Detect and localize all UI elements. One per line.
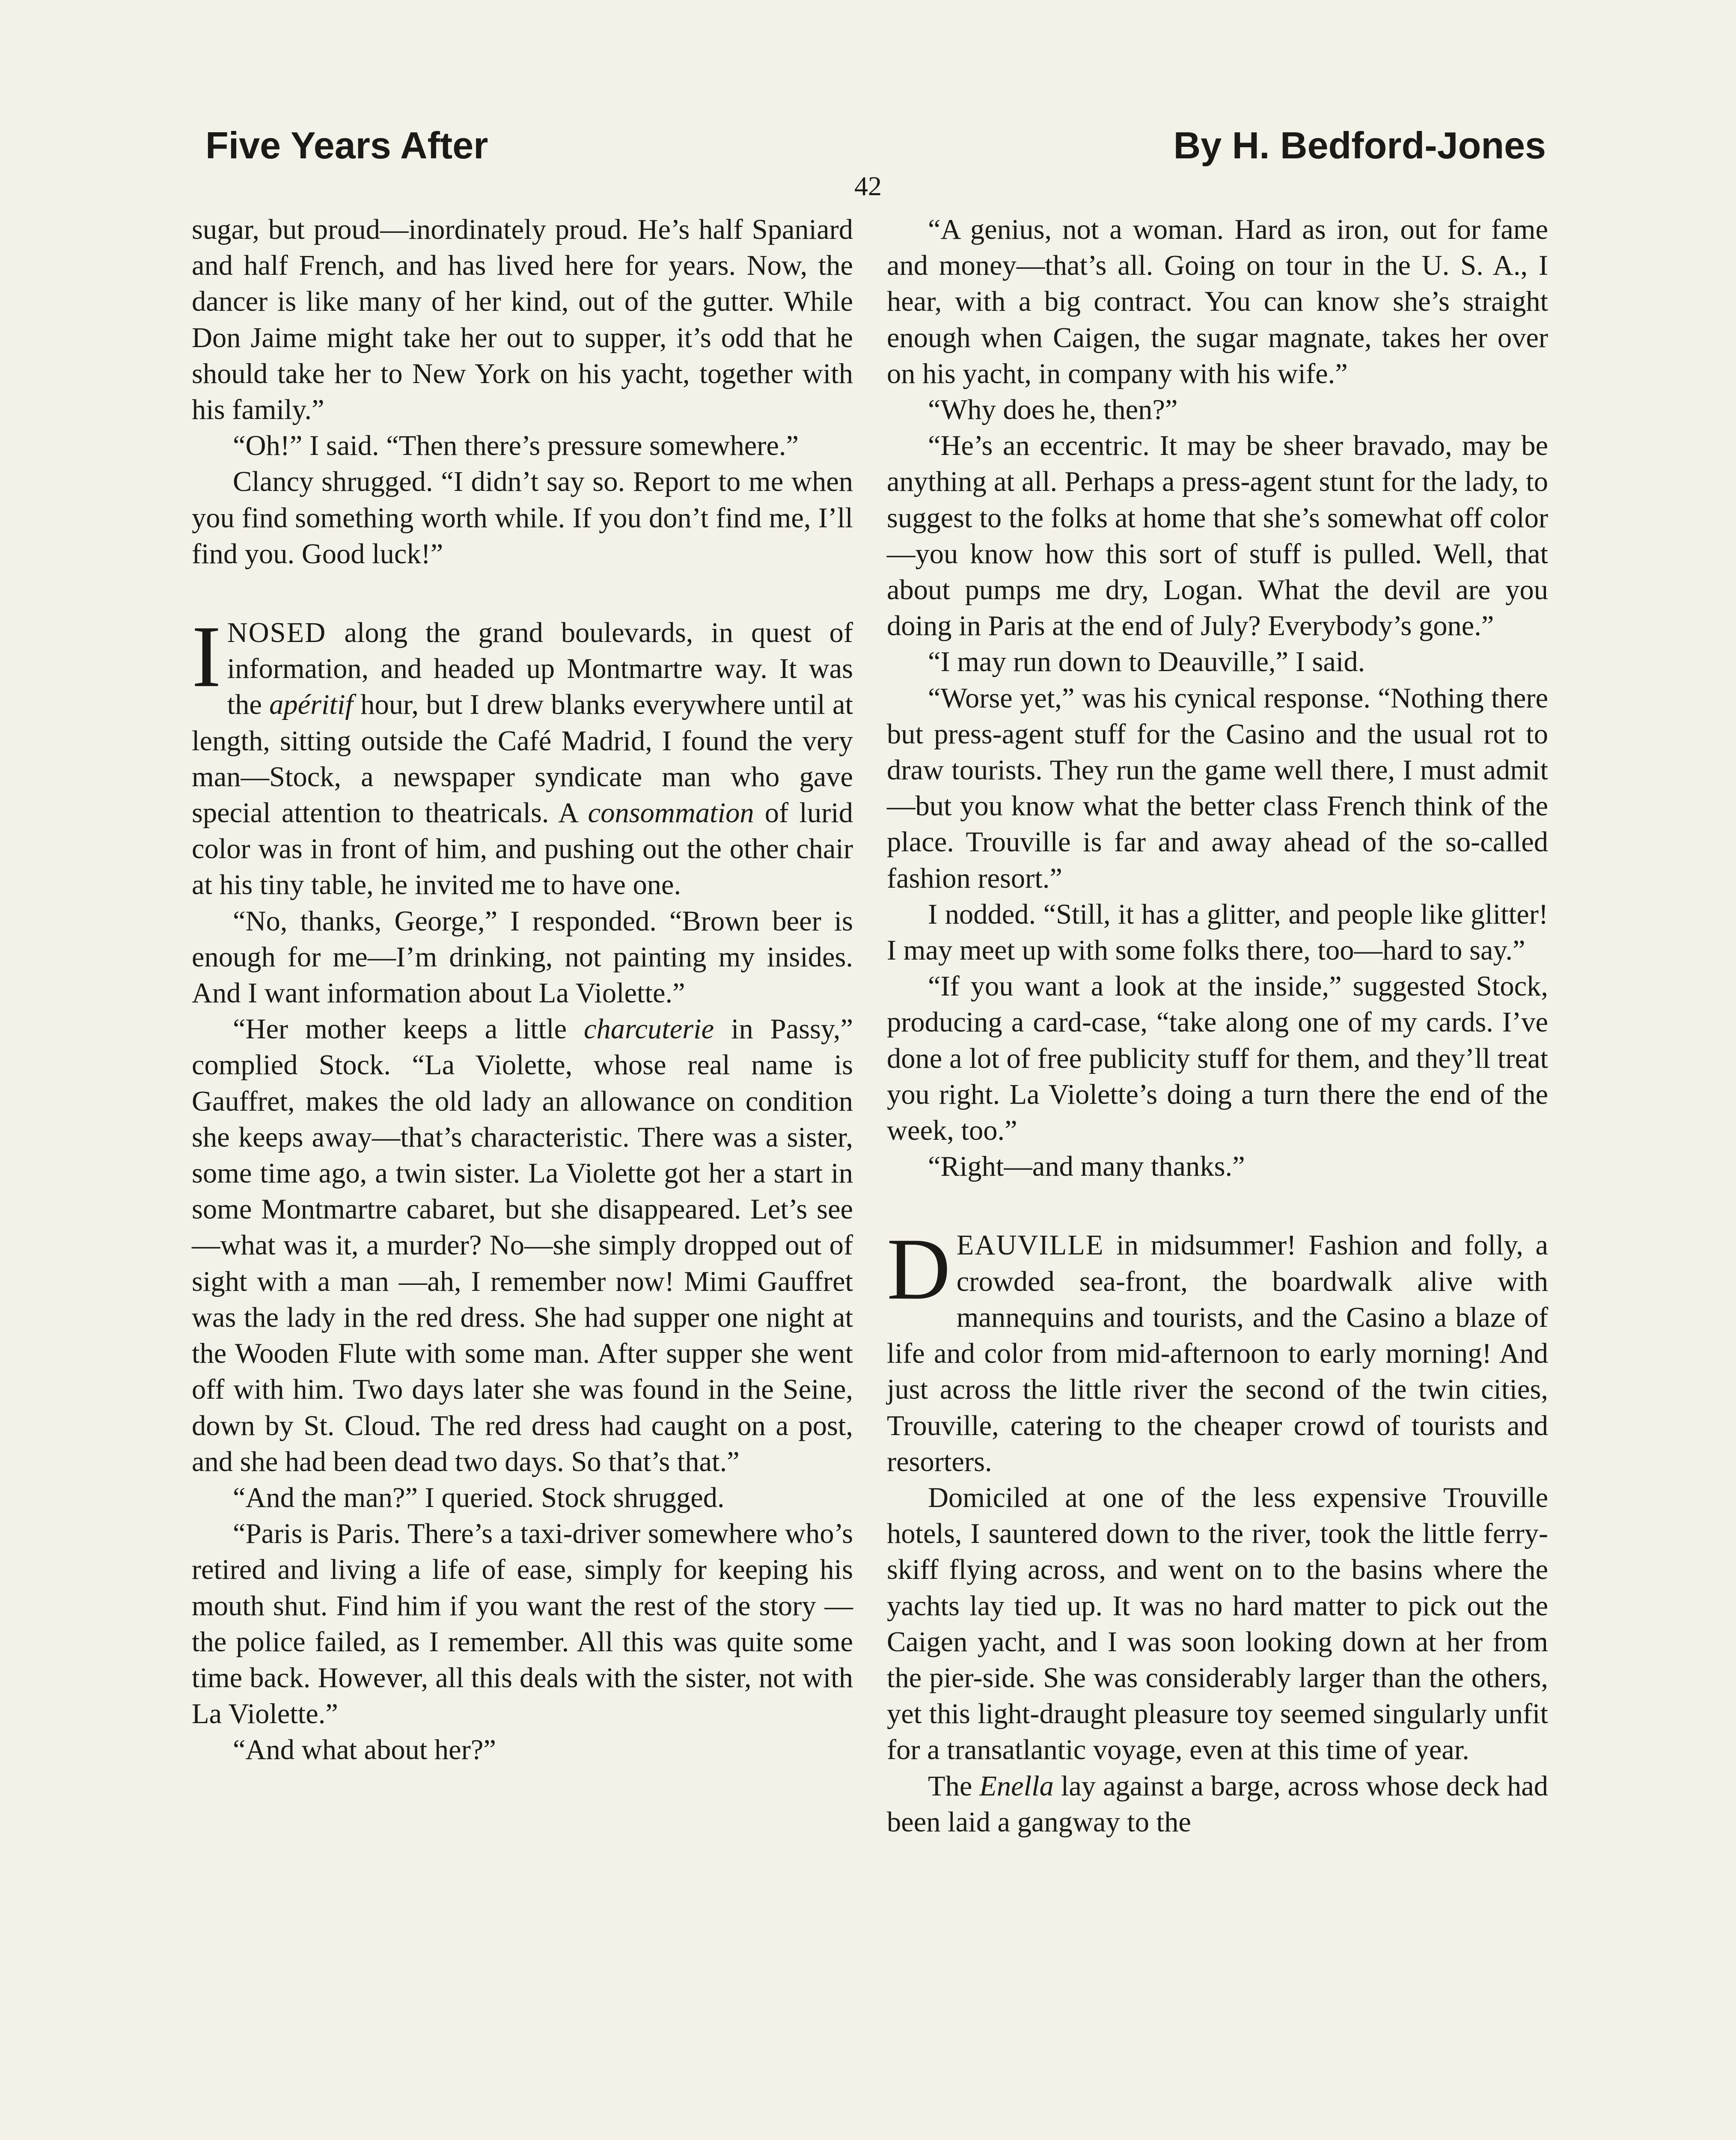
drop-cap: D xyxy=(887,1220,951,1318)
paragraph: “I may run down to Deauville,” I said. xyxy=(928,646,1365,678)
left-column xyxy=(192,212,853,1768)
paragraph: “Right—and many thanks.” xyxy=(928,1151,1245,1183)
paragraph: The Enella lay against a barge, across whose deck had been laid a gangway to the xyxy=(887,1770,1548,1838)
drop-cap: I xyxy=(192,607,221,706)
paragraph: “Paris is Paris. There’s a taxi-driver somewhere who’s retired and living a life of ease, simply for keeping his mouth shut. Find him if you want the rest of the story —the police failed, as I remember. All this was quite some time back. However, all this deals with the sister, not with La Violette.” xyxy=(192,1518,853,1730)
paragraph: “Worse yet,” was his cynical response. “Nothing there but press-agent stuff for the Casino and the usual rot to draw tourists. They run the game well there, I must admit—but you know what the better class French think of the place. Trouville is far and away ahead of the so-called fashion resort.” xyxy=(887,682,1548,894)
paragraph: “He’s an eccentric. It may be sheer bravado, may be anything at all. Perhaps a press-agent stunt for the lady, to suggest to the folks at home that she’s somewhat off color—you know how this sort of stuff is pulled. Well, that about pumps me dry, Logan. What the devil are you doing in Paris at the end of July? Everybody’s gone.” xyxy=(887,430,1548,642)
paragraph: “If you want a look at the inside,” suggested Stock, producing a card-case, “take along one of my cards. I’ve done a lot of free publicity stuff for them, and they’ll treat you right. La Violette’s doing a turn there the end of the week, too.” xyxy=(887,971,1548,1147)
section-opening-paragraph: DEAUVILLE in midsummer! Fashion and folly, a crowded sea-front, the boardwalk alive with mannequins and tourists, and the Casino a blaze of life and color from mid-afternoon to early morning! And just across the little river the second of the twin cities, Trouville, catering to the cheaper crowd of tourists and resorters. xyxy=(887,1220,1548,1477)
paragraph: Domiciled at one of the less expensive Trouville hotels, I sauntered down to the river, took the little ferry-skiff flying across, and went on to the basins where the yachts lay tied up. It was no hard matter to pick out the Caigen yacht, and I was soon looking down at her from the pier-side. She was considerably larger than the others, yet this light-draught pleasure toy seemed singularly unfit for a transatlantic voyage, even at this time of year. xyxy=(887,1482,1548,1766)
section-opening-paragraph: INOSED along the grand boulevards, in quest of information, and headed up Montmartre way. It was the apéritif hour, but I drew blanks everywhere until at length, sitting outside the Café Madrid, I found the very man—Stock, a newspaper syndicate man who gave special attention to theatricals. A consommation of lurid color was in front of him, and pushing out the other chair at his tiny table, he invited me to have one. xyxy=(192,607,853,901)
paragraph: “And what about her?” xyxy=(233,1734,496,1766)
small-caps-lead: EAUVILLE xyxy=(956,1230,1104,1261)
paragraph: “No, thanks, George,” I responded. “Brown beer is enough for me—I’m drinking, not painting my insides. And I want information about La Violette.” xyxy=(192,905,853,1009)
paragraph: “Why does he, then?” xyxy=(928,394,1178,426)
paragraph: “Her mother keeps a little charcuterie in Passy,” complied Stock. “La Violette, whose real name is Gauffret, makes the old lady an allowance on condition she keeps away—that’s characteristic. There was a sister, some time ago, a twin sister. La Violette got her a start in some Montmartre cabaret, but she disappeared. Let’s see—what was it, a murder? No—she simply dropped out of sight with a man —ah, I remember now! Mimi Gauffret was the lady in the red dress. She had supper one night at the Wooden Flute with some man. After supper she went off with him. Two days later she was found in the Seine, down by St. Cloud. The red dress had caught on a post, and she had been dead two days. So that’s that.” xyxy=(192,1014,853,1477)
paragraph: I nodded. “Still, it has a glitter, and people like glitter! I may meet up with some folks there, too—hard to say.” xyxy=(887,898,1548,966)
italic-ship-name: Enella xyxy=(979,1770,1054,1802)
paragraph: “A genius, not a woman. Hard as iron, out for fame and money—that’s all. Going on tour in the U. S. A., I hear, with a big contract. You can know she’s straight enough when Caigen, the sugar magnate, takes her over on his yacht, in company with his wife.” xyxy=(887,214,1548,389)
section-break xyxy=(887,1185,1548,1228)
page-number: 42 xyxy=(854,171,882,201)
paragraph: “Oh!” I said. “Then there’s pressure somewhere.” xyxy=(233,430,799,462)
story-title: Five Years After xyxy=(205,124,488,166)
section-break xyxy=(192,572,853,615)
right-column xyxy=(887,212,1548,1840)
small-caps-lead: NOSED xyxy=(227,617,327,649)
author-byline: By H. Bedford-Jones xyxy=(1173,124,1546,166)
italic-term: apéritif xyxy=(269,689,353,721)
paragraph: “And the man?” I queried. Stock shrugged. xyxy=(233,1482,725,1513)
paragraph: sugar, but proud—inordinately proud. He’s half Spaniard and half French, and has lived here for years. Now, the dancer is like many of her kind, out of the gutter. While Don Jaime might take her out to supper, it’s odd that he should take her to New York on his yacht, together with his family.” xyxy=(192,214,853,426)
paragraph: Clancy shrugged. “I didn’t say so. Report to me when you find something worth while. If you don’t find me, I’ll find you. Good luck!” xyxy=(192,466,853,570)
italic-term: charcuterie xyxy=(584,1014,714,1045)
italic-term: consommation xyxy=(588,797,754,829)
